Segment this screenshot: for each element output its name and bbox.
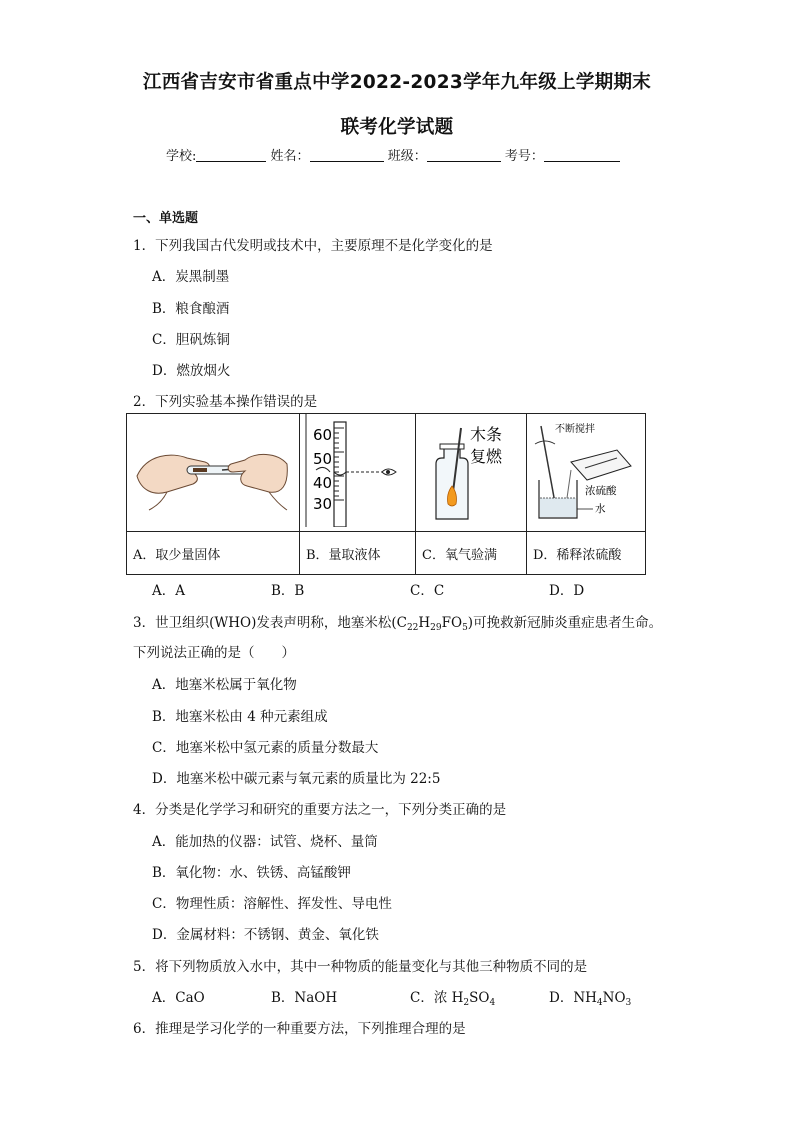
fig-b-label: B．量取液体 bbox=[300, 532, 416, 575]
q5-option-a: A．CaO bbox=[152, 990, 205, 1006]
fig-a-label: A．取少量固体 bbox=[127, 532, 300, 575]
question-2-stem: 2．下列实验基本操作错误的是 bbox=[133, 394, 318, 410]
question-4-stem: 4．分类是化学学习和研究的重要方法之一，下列分类正确的是 bbox=[133, 802, 507, 818]
name-label: 姓名： bbox=[270, 149, 310, 164]
q5-option-b: B．NaOH bbox=[271, 990, 338, 1006]
question-3-stem: 3．世卫组织(WHO)发表声明称，地塞米松$(C_{22}H_{29}FO_5)$可挽救新冠肺炎重症患者生命。 bbox=[133, 615, 663, 633]
q1-option-d: D．燃放烟火 bbox=[152, 363, 231, 379]
class-label: 班级： bbox=[387, 149, 427, 164]
name-blank[interactable] bbox=[310, 147, 384, 162]
q3-option-b: B．地塞米松由 4 种元素组成 bbox=[152, 709, 328, 725]
question-5-stem: 5．将下列物质放入水中，其中一种物质的能量变化与其他三种物质不同的是 bbox=[133, 959, 588, 975]
q2-option-a: A．A bbox=[152, 583, 185, 599]
q4-option-a: A．能加热的仪器：试管、烧杯、量筒 bbox=[152, 834, 378, 850]
school-label: 学校: bbox=[166, 149, 197, 164]
fig-d-cell bbox=[527, 414, 646, 532]
hands-test-tube-illustration bbox=[127, 414, 299, 527]
question-1-stem: 1．下列我国古代发明或技术中，主要原理不是化学变化的是 bbox=[133, 238, 493, 254]
fig-d-label: D．稀释浓硫酸 bbox=[527, 532, 646, 575]
fig-c-cell bbox=[416, 414, 527, 532]
question-6-stem: 6．推理是学习化学的一种重要方法，下列推理合理的是 bbox=[133, 1021, 466, 1037]
fig-b-cell bbox=[300, 414, 416, 532]
school-blank[interactable] bbox=[196, 147, 266, 162]
dilute-acid-illustration bbox=[527, 414, 645, 527]
number-label: 考号： bbox=[504, 149, 544, 164]
q1-option-c: C．胆矾炼铜 bbox=[152, 332, 230, 348]
stir-text: 不断搅拌 bbox=[555, 424, 595, 435]
class-blank[interactable] bbox=[427, 147, 501, 162]
cyl-tick-60: 60 bbox=[313, 426, 333, 444]
graduated-cylinder-illustration bbox=[300, 414, 415, 527]
exam-title-line1: 江西省吉安市省重点中学2022-2023学年九年级上学期期末 bbox=[142, 72, 652, 93]
fig-a-cell bbox=[127, 414, 300, 532]
cyl-tick-30: 30 bbox=[313, 495, 333, 513]
wood-text-1: 木条 bbox=[470, 425, 503, 444]
q2-option-d: D．D bbox=[549, 583, 585, 599]
q3-option-c: C．地塞米松中氢元素的质量分数最大 bbox=[152, 740, 379, 756]
q5-option-c: C．浓 $H_2SO_4$ bbox=[410, 990, 496, 1008]
water-text: 水 bbox=[595, 503, 606, 515]
wood-text-2: 复燃 bbox=[470, 447, 503, 466]
q1-option-a: A．炭黑制墨 bbox=[152, 269, 230, 285]
q2-option-b: B．B bbox=[271, 583, 305, 599]
q2-option-c: C．C bbox=[410, 583, 445, 599]
exam-title-line2: 联考化学试题 bbox=[340, 117, 454, 138]
student-info-row bbox=[166, 145, 636, 164]
q4-option-d: D．金属材料：不锈钢、黄金、氧化铁 bbox=[152, 927, 379, 943]
q4-option-c: C．物理性质：溶解性、挥发性、导电性 bbox=[152, 896, 392, 912]
oxygen-bottle-illustration bbox=[416, 414, 526, 527]
q3-option-d: D．地塞米松中碳元素与氧元素的质量比为 22:5 bbox=[152, 771, 441, 787]
q2-figure-table bbox=[126, 413, 646, 575]
q5-option-d: D．$NH_4NO_3$ bbox=[549, 990, 632, 1008]
acid-text: 浓硫酸 bbox=[585, 485, 617, 497]
cyl-tick-50: 50 bbox=[313, 450, 333, 468]
question-3-stem-line2: 下列说法正确的是（ ） bbox=[133, 645, 295, 661]
q4-option-b: B．氧化物：水、铁锈、高锰酸钾 bbox=[152, 865, 351, 881]
q3-option-a: A．地塞米松属于氧化物 bbox=[152, 677, 297, 693]
q1-option-b: B．粮食酿酒 bbox=[152, 301, 230, 317]
fig-c-label: C．氧气验满 bbox=[416, 532, 527, 575]
cyl-tick-40: 40 bbox=[313, 474, 333, 492]
number-blank[interactable] bbox=[544, 147, 620, 162]
section-title: 一、单选题 bbox=[133, 211, 199, 226]
